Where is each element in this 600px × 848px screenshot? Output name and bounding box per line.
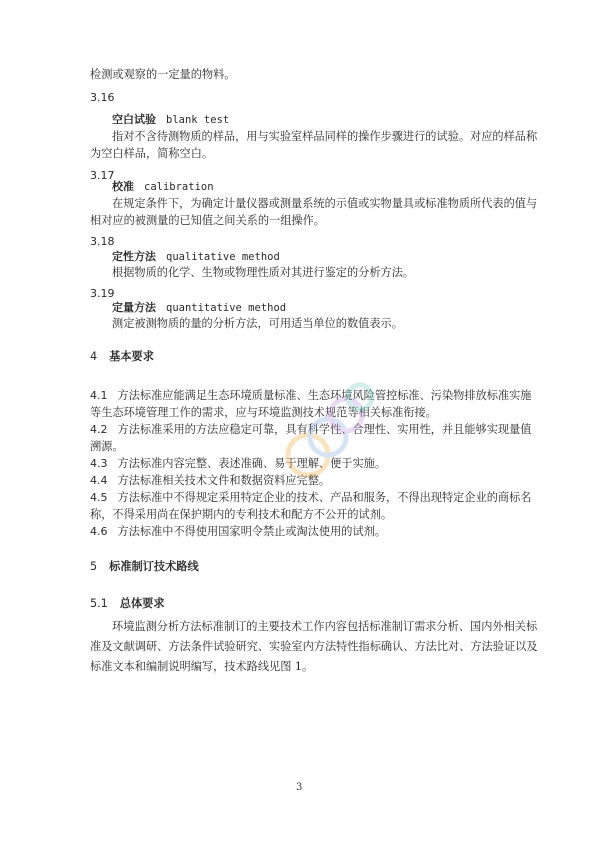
term-cn: 定量方法 bbox=[112, 301, 156, 314]
clause-text: 称，不得采用尚在保护期内的专利技术和配方不公开的试剂。 bbox=[90, 508, 393, 521]
subsection-number: 5.1 bbox=[90, 597, 108, 610]
definition-term bbox=[112, 250, 542, 264]
clause-text: 方法标准相关技术文件和数据资料应完整。 bbox=[117, 474, 331, 487]
section-title: 基本要求 bbox=[109, 350, 154, 363]
definition-text: 测定被测物质的量的分析方法，可用适当单位的数值表示。 bbox=[112, 317, 403, 330]
clause-text: 方法标准应能满足生态环境质量标准、生态环境风险管控标准、污染物排放标准实施 bbox=[117, 389, 532, 402]
definition-text: 指对不含待测物质的样品，用与实验室样品同样的操作步骤进行的试验。对应的样品称 bbox=[112, 130, 538, 143]
clause-number: 4.3 bbox=[90, 457, 108, 470]
subsection-title: 总体要求 bbox=[119, 597, 165, 610]
subsection-heading bbox=[90, 597, 520, 611]
definition-text: 为空白样品，简称空白。 bbox=[90, 147, 214, 160]
term-en: quantitative method bbox=[166, 302, 287, 314]
term-en: calibration bbox=[144, 181, 214, 193]
continuation-text: 检测或观察的一定量的物料。 bbox=[90, 68, 236, 81]
clause-text: 方法标准采用的方法应稳定可靠，具有科学性、合理性、实用性，并且能够实现量值 bbox=[117, 423, 532, 436]
clause bbox=[90, 491, 532, 505]
definition-term bbox=[112, 301, 542, 315]
section-heading bbox=[90, 560, 520, 574]
term-cn: 定性方法 bbox=[112, 250, 156, 263]
term-en: blank test bbox=[166, 114, 230, 126]
clause bbox=[90, 389, 532, 403]
clause-text: 方法标准中不得规定采用特定企业的技术、产品和服务，不得出现特定企业的商标名 bbox=[117, 491, 532, 504]
term-cn: 校准 bbox=[112, 180, 134, 193]
section-title: 标准制订技术路线 bbox=[109, 560, 199, 573]
page-number: 3 bbox=[296, 782, 303, 793]
clause-number: 4.4 bbox=[90, 474, 108, 487]
clause bbox=[90, 423, 532, 437]
definition-text: 在规定条件下，为确定计量仪器或测量系统的示值或实物量具或标准物质所代表的值与 bbox=[112, 197, 538, 210]
paragraph-text: 环境监测分析方法标准制订的主要技术工作内容包括标准制订需求分析、国内外相关标 bbox=[112, 620, 538, 633]
definition-number: 3.17 bbox=[90, 169, 115, 182]
clause-number: 4.5 bbox=[90, 491, 108, 504]
definition-term bbox=[112, 180, 542, 194]
clause-number: 4.6 bbox=[90, 525, 108, 538]
clause-number: 4.2 bbox=[90, 423, 108, 436]
definition-number: 3.16 bbox=[90, 91, 115, 104]
clause-text: 溯源。 bbox=[90, 440, 124, 453]
paragraph-text: 标准文本和编制说明编写，技术路线见图 1。 bbox=[90, 660, 314, 673]
clause-text: 等生态环境管理工作的需求，应与环境监测技术规范等相关标准衔接。 bbox=[90, 406, 437, 419]
clause-text: 方法标准内容完整、表述准确、易于理解、便于实施。 bbox=[117, 457, 387, 470]
clause-number: 4.1 bbox=[90, 389, 108, 402]
clause bbox=[90, 457, 520, 471]
definition-term bbox=[112, 113, 542, 127]
definition-number: 3.18 bbox=[90, 235, 115, 248]
clause bbox=[90, 525, 520, 539]
definition-text: 根据物质的化学、生物或物理性质对其进行鉴定的分析方法。 bbox=[112, 266, 415, 279]
term-en: qualitative method bbox=[166, 251, 280, 263]
section-number: 5 bbox=[90, 560, 98, 573]
clause bbox=[90, 474, 520, 488]
paragraph-text: 准及文献调研、方法条件试验研究、实验室内方法特性指标确认、方法比对、方法验证以及 bbox=[90, 640, 538, 653]
section-heading bbox=[90, 350, 520, 364]
definition-text: 相对应的被测量的已知值之间关系的一组操作。 bbox=[90, 214, 325, 227]
clause-text: 方法标准中不得使用国家明令禁止或淘汰使用的试剂。 bbox=[117, 525, 387, 538]
term-cn: 空白试验 bbox=[112, 113, 156, 126]
definition-number: 3.19 bbox=[90, 287, 115, 300]
section-number: 4 bbox=[90, 350, 98, 363]
